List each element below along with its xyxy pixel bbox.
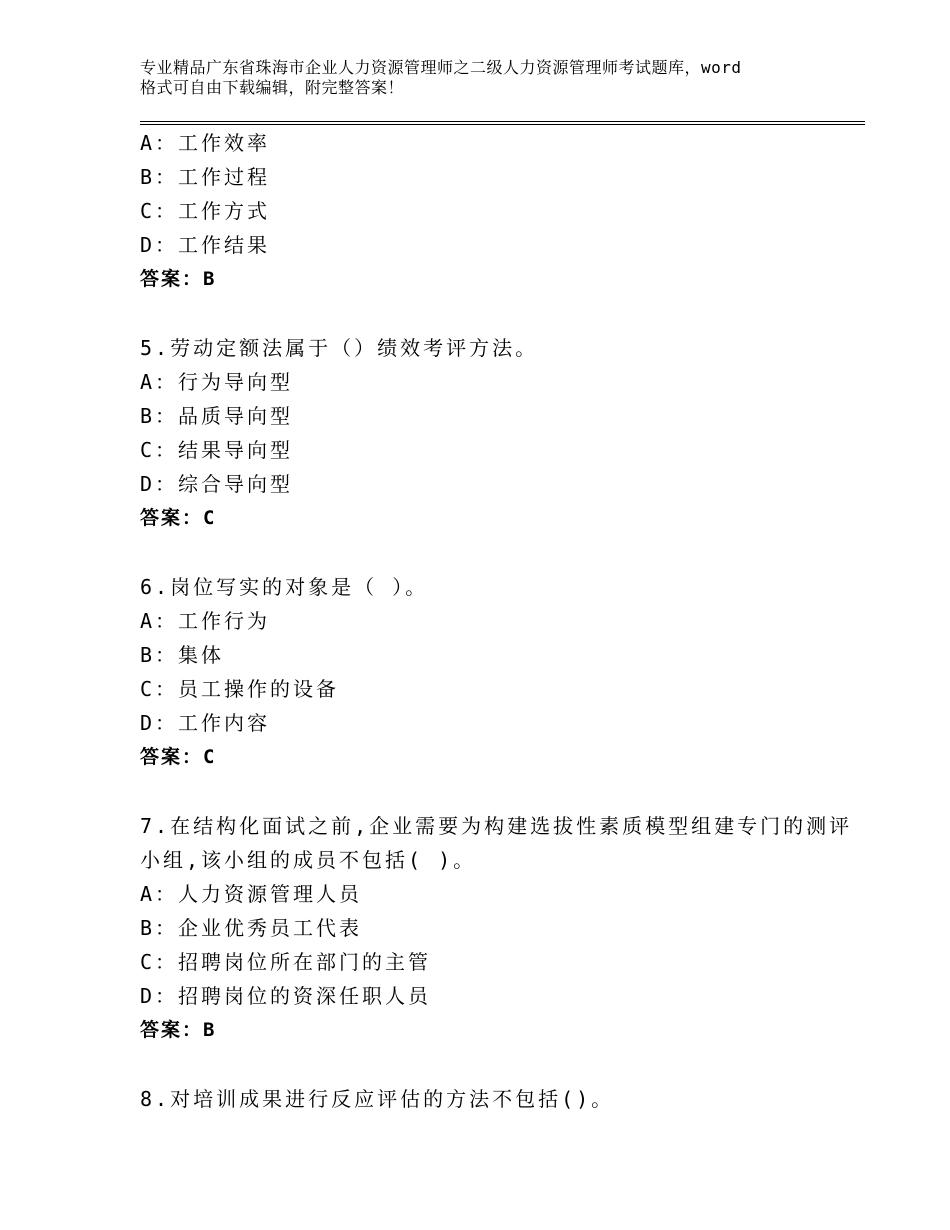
q5-option-d: D：综合导向型 (140, 472, 294, 496)
q7-stem-line-1: 7.在结构化面试之前,企业需要为构建选拔性素质模型组建专门的测评 (140, 814, 853, 838)
q4-option-c: C：工作方式 (140, 199, 271, 223)
q6-option-c: C：员工操作的设备 (140, 677, 340, 701)
q4-option-a: A：工作效率 (140, 131, 271, 155)
q4-option-b: B：工作过程 (140, 165, 271, 189)
q7-option-b: B：企业优秀员工代表 (140, 916, 363, 940)
header-rule-bottom (140, 124, 865, 125)
header-line-2: 格式可自由下载编辑，附完整答案！ (140, 78, 405, 97)
q8-stem: 8.对培训成果进行反应评估的方法不包括()。 (140, 1087, 615, 1111)
header-line-1: 专业精品广东省珠海市企业人力资源管理师之二级人力资源管理师考试题库，word (140, 58, 742, 77)
q4-option-d: D：工作结果 (140, 233, 271, 257)
q7-option-d: D：招聘岗位的资深任职人员 (140, 984, 432, 1008)
q6-answer: 答案：C (140, 746, 217, 768)
q6-option-b: B：集体 (140, 643, 225, 667)
q6-option-a: A：工作行为 (140, 609, 271, 633)
q7-option-a: A：人力资源管理人员 (140, 882, 363, 906)
header-rule-top (140, 121, 865, 122)
q7-answer: 答案：B (140, 1019, 217, 1041)
q5-stem: 5.劳动定额法属于（）绩效考评方法。 (140, 336, 539, 360)
q6-option-d: D：工作内容 (140, 711, 271, 735)
q6-stem: 6.岗位写实的对象是（ ）。 (140, 575, 429, 599)
q7-stem-line-2: 小组,该小组的成员不包括( )。 (140, 848, 477, 872)
q7-option-c: C：招聘岗位所在部门的主管 (140, 950, 432, 974)
document-header (140, 58, 840, 98)
q4-answer: 答案：B (140, 268, 217, 290)
q5-option-a: A：行为导向型 (140, 370, 294, 394)
q5-option-c: C：结果导向型 (140, 438, 294, 462)
q5-option-b: B：品质导向型 (140, 404, 294, 428)
q5-answer: 答案：C (140, 507, 217, 529)
